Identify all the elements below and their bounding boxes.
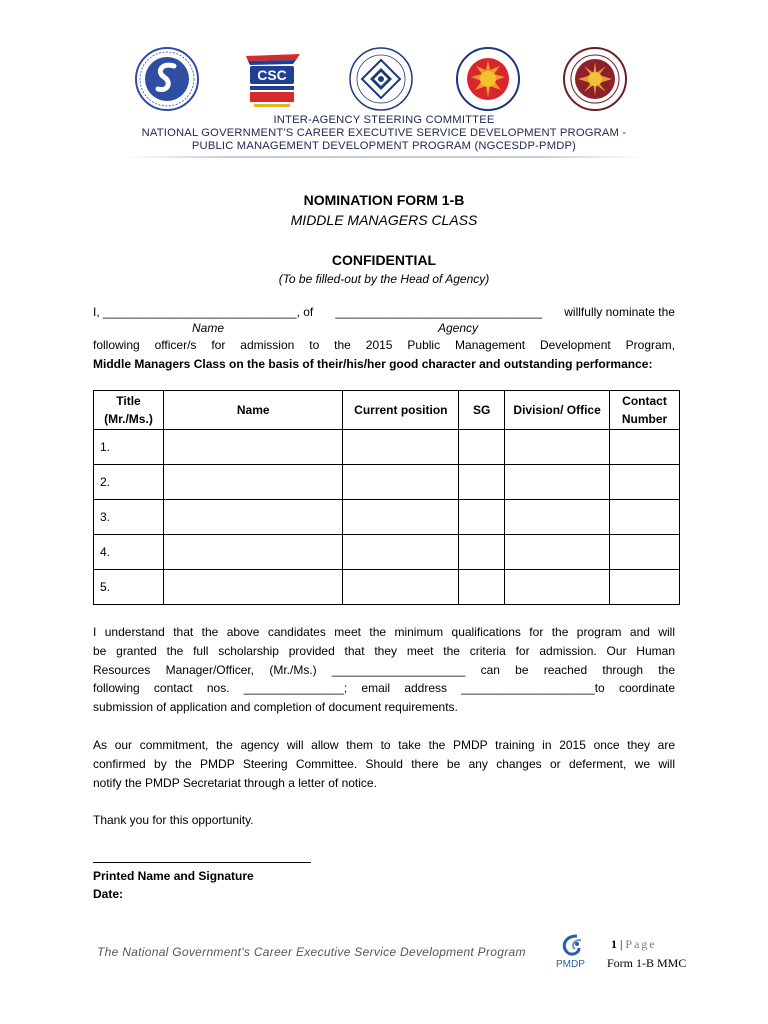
understanding-line-1: I understand that the above candidates meet the minimum qualifications for the program and will [93, 625, 675, 639]
understanding-line-3: Resources Manager/Officer, (Mr./Ms.) ____________________ can be reached through the [93, 662, 675, 677]
nomination-line-1 [93, 303, 675, 322]
sg-cell[interactable] [459, 500, 505, 535]
signature-line[interactable] [93, 862, 311, 863]
contact-cell[interactable] [610, 500, 680, 535]
nomination-of: , of [296, 305, 314, 319]
column-header-current-position: Current position [343, 391, 459, 430]
contact-cell[interactable] [610, 535, 680, 570]
header-line-pmdp: PUBLIC MANAGEMENT DEVELOPMENT PROGRAM (NGCESDP-PMDP) [191, 140, 577, 152]
position-cell[interactable] [343, 535, 459, 570]
name-cell[interactable] [163, 465, 342, 500]
column-header-title: Title (Mr./Ms.) [94, 391, 164, 430]
commitment-line-1: As our commitment, the agency will allow them to take the PMDP training in 2015 once they are [93, 738, 675, 752]
head-name-blank[interactable]: _____________________________ [103, 305, 297, 319]
nomination-continuation [93, 336, 675, 374]
name-cell[interactable] [163, 535, 342, 570]
division-cell[interactable] [505, 500, 610, 535]
form-instruction: (To be filled-out by the Head of Agency) [278, 272, 490, 286]
page-number [611, 937, 657, 952]
header-line-committee: INTER-AGENCY STEERING COMMITTEE [273, 114, 495, 126]
thanks-line: Thank you for this opportunity. [93, 813, 254, 827]
nomination-prefix: I, [93, 305, 104, 319]
civil-service-commission-logo-icon [240, 46, 306, 112]
row-number: 4. [94, 535, 164, 570]
header-seals [130, 46, 650, 116]
form-subtitle: MIDDLE MANAGERS CLASS [290, 212, 478, 228]
agency-blank-label: Agency [438, 321, 479, 335]
row-number: 5. [94, 570, 164, 605]
position-cell[interactable] [343, 430, 459, 465]
column-header-name: Name [163, 391, 342, 430]
department-of-finance-seal-icon [562, 46, 628, 112]
contact-cell[interactable] [610, 570, 680, 605]
name-cell[interactable] [163, 430, 342, 465]
signature-block [93, 867, 254, 903]
sg-cell[interactable] [459, 465, 505, 500]
position-cell[interactable] [343, 570, 459, 605]
commitment-paragraph [93, 736, 675, 792]
table-row [94, 465, 680, 500]
column-header-sg: SG [459, 391, 505, 430]
column-header-division-office: Division/ Office [505, 391, 610, 430]
row-number: 1. [94, 430, 164, 465]
header-title-block [120, 114, 648, 153]
table-header-row [94, 391, 680, 430]
form-title: NOMINATION FORM 1-B [303, 192, 465, 208]
sg-cell[interactable] [459, 430, 505, 465]
sg-cell[interactable] [459, 570, 505, 605]
understanding-line-5: submission of application and completion of document requirements. [93, 700, 458, 715]
table-row [94, 570, 680, 605]
division-cell[interactable] [505, 465, 610, 500]
name-cell[interactable] [163, 500, 342, 535]
nomination-suffix: willfully nominate the [564, 305, 675, 319]
row-number: 2. [94, 465, 164, 500]
table-row [94, 500, 680, 535]
career-executive-service-seal-icon [134, 46, 200, 112]
form-identifier: Form 1-B MMC [607, 956, 687, 970]
nomination-statement [93, 303, 675, 322]
footer-program-text: The National Government's Career Executive Service Development Program [97, 945, 526, 959]
table-row [94, 535, 680, 570]
date-label: Date: [93, 887, 124, 901]
signature-label: Printed Name and Signature [93, 869, 254, 883]
table-row [94, 430, 680, 465]
svg-text:CSC: CSC [257, 67, 287, 83]
division-cell[interactable] [505, 430, 610, 465]
sg-cell[interactable] [459, 535, 505, 570]
page-word: Page [625, 937, 657, 951]
department-of-budget-seal-icon [455, 46, 521, 112]
nomination-line-3: Middle Managers Class on the basis of their/his/her good character and outstanding performance: [93, 356, 653, 371]
pmdp-logo-text: PMDP [556, 959, 585, 970]
row-number: 3. [94, 500, 164, 535]
agency-blank[interactable]: _______________________________ [335, 305, 543, 319]
name-blank-label: Name [192, 321, 225, 335]
column-header-contact-number: Contact Number [610, 391, 680, 430]
position-cell[interactable] [343, 465, 459, 500]
position-cell[interactable] [343, 500, 459, 535]
nominee-table [93, 390, 680, 605]
commitment-line-2: confirmed by the PMDP Steering Committee. Should there be any changes or deferment, we will [93, 756, 675, 771]
name-cell[interactable] [163, 570, 342, 605]
commitment-line-3: notify the PMDP Secretariat through a letter of notice. [93, 775, 377, 790]
understanding-paragraph [93, 623, 675, 717]
division-cell[interactable] [505, 535, 610, 570]
header-divider [124, 156, 644, 158]
page-separator: | [617, 937, 626, 951]
page-number-value: 1 [611, 937, 617, 951]
division-cell[interactable] [505, 570, 610, 605]
contact-cell[interactable] [610, 465, 680, 500]
contact-cell[interactable] [610, 430, 680, 465]
understanding-line-2: be granted the full scholarship provided that they meet the criteria for admission. Our Human [93, 643, 675, 658]
development-academy-seal-icon [348, 46, 414, 112]
nomination-line-2: following officer/s for admission to the 2015 Public Management Development Program, [93, 338, 675, 352]
confidential-heading: CONFIDENTIAL [331, 252, 437, 268]
header-line-program: NATIONAL GOVERNMENT'S CAREER EXECUTIVE SERVICE DEVELOPMENT PROGRAM - [141, 127, 627, 139]
understanding-line-4: following contact nos. _______________; email address ____________________to coordinate [93, 681, 675, 696]
